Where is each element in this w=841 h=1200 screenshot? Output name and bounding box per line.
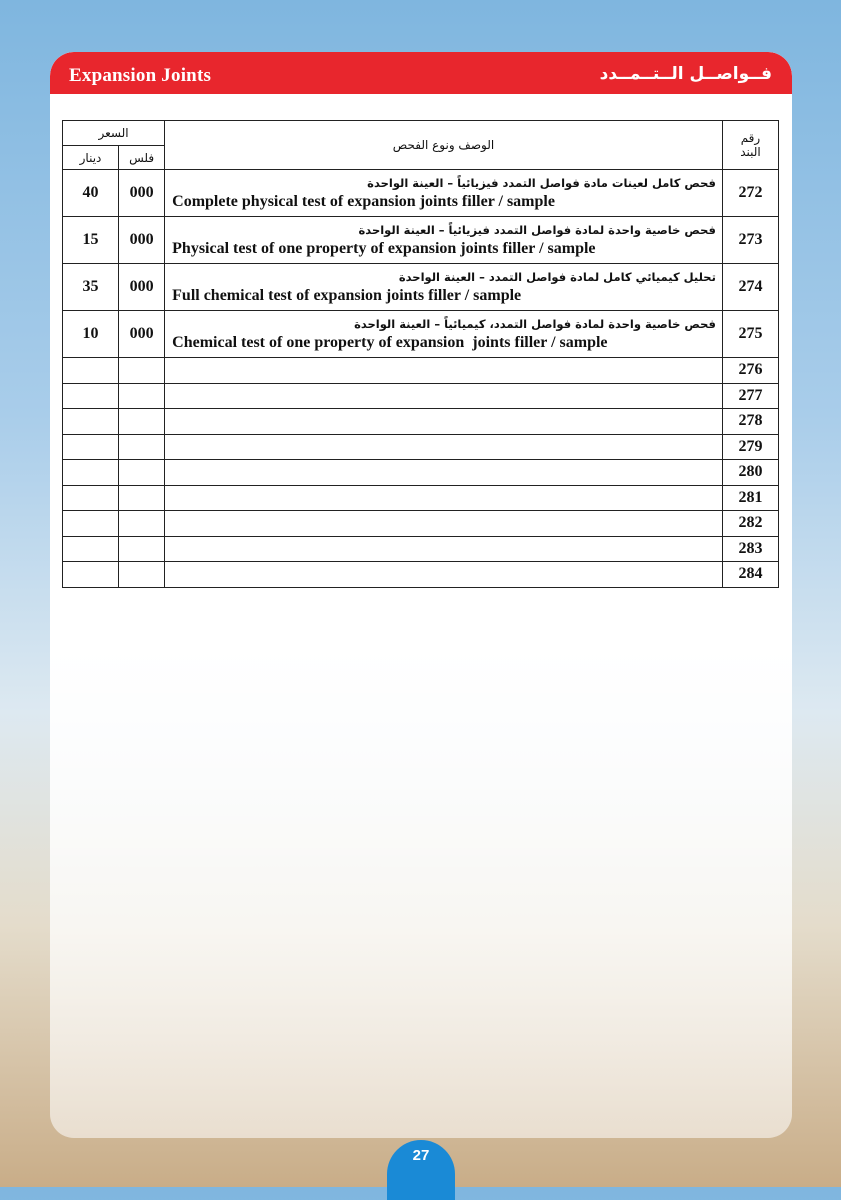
page-number: 27 <box>387 1140 455 1200</box>
description-cell <box>165 460 723 486</box>
section-header <box>50 52 792 94</box>
table-row <box>63 383 779 409</box>
dinar-cell: 10 <box>63 311 119 358</box>
item-number-header-line1: رقم <box>740 131 761 145</box>
price-header: السعر <box>63 121 165 146</box>
item-number-cell: 284 <box>722 562 778 588</box>
description-cell <box>165 536 723 562</box>
description-cell <box>165 311 723 358</box>
description-ar: فحص خاصية واحدة لمادة فواصل التمدد، كيميائياً – العينة الواحدة <box>354 317 716 331</box>
fils-header: فلس <box>119 146 165 170</box>
item-number-header <box>722 121 778 170</box>
item-number-cell: 275 <box>722 311 778 358</box>
description-cell <box>165 264 723 311</box>
dinar-cell: 15 <box>63 217 119 264</box>
item-number-cell: 273 <box>722 217 778 264</box>
item-number-cell: 277 <box>722 383 778 409</box>
price-table <box>62 120 779 588</box>
fils-cell <box>119 511 165 537</box>
description-cell <box>165 217 723 264</box>
description-en: Full chemical test of expansion joints filler / sample <box>172 287 522 304</box>
item-number-cell: 278 <box>722 409 778 435</box>
section-title-en: Expansion Joints <box>69 65 212 86</box>
fils-cell <box>119 434 165 460</box>
dinar-cell: 35 <box>63 264 119 311</box>
description-cell <box>165 358 723 384</box>
description-cell <box>165 383 723 409</box>
fils-cell: 000 <box>119 311 165 358</box>
dinar-cell <box>63 511 119 537</box>
dinar-cell <box>63 358 119 384</box>
description-cell <box>165 511 723 537</box>
item-number-cell: 279 <box>722 434 778 460</box>
table-body <box>63 170 779 588</box>
fils-cell <box>119 562 165 588</box>
dinar-header: دينار <box>63 146 119 170</box>
table-row <box>63 358 779 384</box>
table-row <box>63 511 779 537</box>
table-row <box>63 434 779 460</box>
table-row <box>63 170 779 217</box>
description-header: الوصف ونوع الفحص <box>165 121 723 170</box>
dinar-cell <box>63 485 119 511</box>
table-row <box>63 409 779 435</box>
dinar-cell <box>63 434 119 460</box>
item-number-cell: 283 <box>722 536 778 562</box>
item-number-cell: 282 <box>722 511 778 537</box>
item-number-cell: 272 <box>722 170 778 217</box>
fils-cell <box>119 383 165 409</box>
fils-cell <box>119 460 165 486</box>
description-ar: فحص كامل لعينات مادة فواصل التمدد فيزيائياً – العينة الواحدة <box>367 176 716 190</box>
table-row <box>63 311 779 358</box>
table-row <box>63 562 779 588</box>
table-row <box>63 217 779 264</box>
dinar-cell <box>63 409 119 435</box>
description-cell <box>165 562 723 588</box>
description-cell <box>165 170 723 217</box>
description-en: Complete physical test of expansion joints filler / sample <box>172 193 555 210</box>
fils-cell <box>119 409 165 435</box>
dinar-cell <box>63 536 119 562</box>
dinar-cell <box>63 383 119 409</box>
description-cell <box>165 434 723 460</box>
table-row <box>63 264 779 311</box>
item-number-cell: 276 <box>722 358 778 384</box>
description-ar: فحص خاصية واحدة لمادة فواصل التمدد فيزيائياً – العينة الواحدة <box>358 223 716 237</box>
table-row <box>63 536 779 562</box>
description-ar: تحليل كيميائي كامل لمادة فواصل التمدد – العينة الواحدة <box>398 270 716 284</box>
item-number-cell: 281 <box>722 485 778 511</box>
description-en: Chemical test of one property of expansion joints filler / sample <box>172 334 608 351</box>
fils-cell <box>119 536 165 562</box>
dinar-cell <box>63 562 119 588</box>
fils-cell: 000 <box>119 217 165 264</box>
dinar-cell <box>63 460 119 486</box>
item-number-cell: 280 <box>722 460 778 486</box>
description-en: Physical test of one property of expansion joints filler / sample <box>172 240 596 257</box>
section-title-ar: فــواصــل الــتــمــدد <box>599 64 772 84</box>
fils-cell <box>119 358 165 384</box>
table-row <box>63 460 779 486</box>
item-number-header-line2: البند <box>740 145 761 159</box>
description-cell <box>165 409 723 435</box>
fils-cell: 000 <box>119 170 165 217</box>
fils-cell: 000 <box>119 264 165 311</box>
fils-cell <box>119 485 165 511</box>
dinar-cell: 40 <box>63 170 119 217</box>
table-row <box>63 485 779 511</box>
item-number-cell: 274 <box>722 264 778 311</box>
description-cell <box>165 485 723 511</box>
